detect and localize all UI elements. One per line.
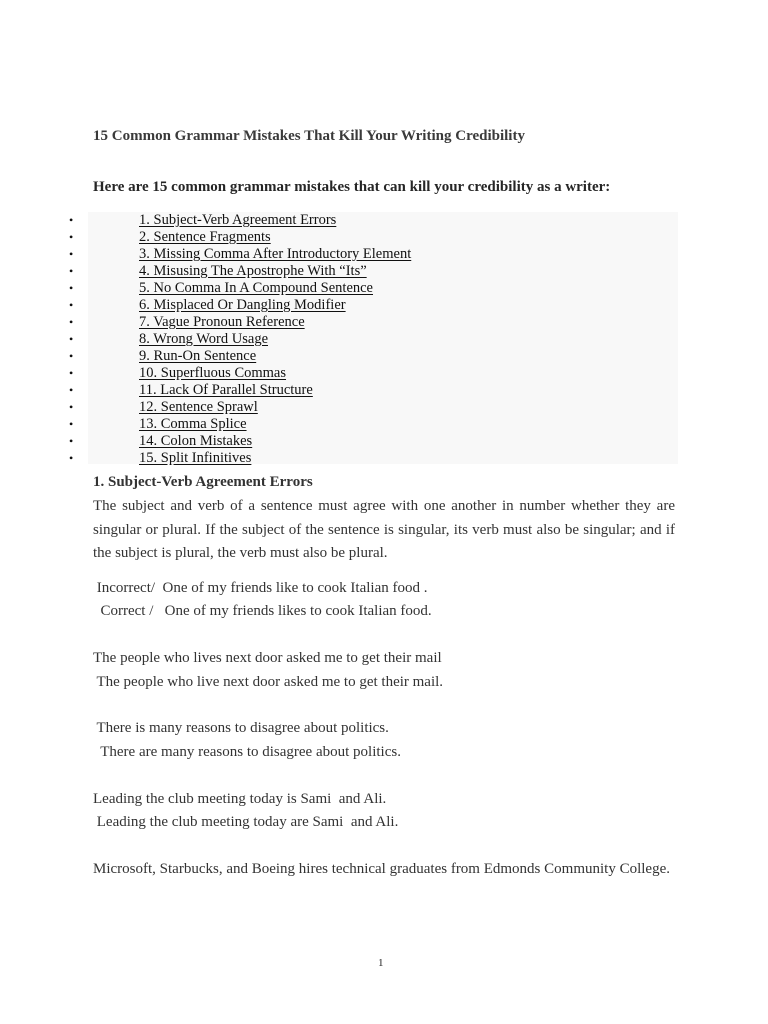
toc-link-9[interactable]: 9. Run-On Sentence: [139, 348, 257, 364]
toc-item: [69, 331, 678, 348]
bullet: •: [69, 383, 74, 397]
bullet: •: [69, 434, 74, 448]
bullet: •: [69, 264, 74, 278]
toc-link-14[interactable]: 14. Colon Mistakes: [139, 433, 253, 449]
toc-link-15[interactable]: 15. Split Infinitives: [139, 450, 252, 466]
bullet: •: [69, 349, 74, 363]
toc-link-5[interactable]: 5. No Comma In A Compound Sentence: [139, 280, 373, 296]
example-correct: Correct / One of my friends likes to cook Italian food.: [93, 603, 432, 619]
section-paragraph: The subject and verb of a sentence must agree with one another in number whether they are singular or plural. If the subject of the sentence is singular, its verb must also be singular; and if the subject is plural, the verb must also be plural.: [93, 498, 675, 561]
toc-item: [69, 280, 678, 297]
bullet: •: [69, 400, 74, 414]
bullet: •: [69, 451, 74, 465]
bullet: •: [69, 213, 74, 227]
bullet: •: [69, 417, 74, 431]
toc-item: [69, 229, 678, 246]
example-correct: There are many reasons to disagree about politics.: [93, 744, 401, 760]
bullet: •: [69, 247, 74, 261]
toc-item: [69, 399, 678, 416]
example-correct: Leading the club meeting today are Sami and Ali.: [93, 814, 399, 830]
toc-link-10[interactable]: 10. Superfluous Commas: [139, 365, 287, 381]
bullet: •: [69, 230, 74, 244]
toc-link-8[interactable]: 8. Wrong Word Usage: [139, 331, 268, 347]
toc-link-3[interactable]: 3. Missing Comma After Introductory Element: [139, 246, 412, 262]
page-number: 1: [378, 957, 384, 969]
table-of-contents: [69, 212, 678, 466]
toc-item: [69, 348, 678, 365]
toc-link-7[interactable]: 7. Vague Pronoun Reference: [139, 314, 305, 330]
example-incorrect: Incorrect/ One of my friends like to cook Italian food .: [93, 580, 428, 596]
toc-item: [69, 246, 678, 263]
example-incorrect: Leading the club meeting today is Sami and Ali.: [93, 791, 387, 807]
example-correct: The people who live next door asked me to get their mail.: [93, 674, 444, 690]
toc-link-6[interactable]: 6. Misplaced Or Dangling Modifier: [139, 297, 346, 313]
toc-item: [69, 263, 678, 280]
bullet: •: [69, 281, 74, 295]
section-heading: 1. Subject-Verb Agreement Errors: [93, 474, 313, 490]
example-incorrect: The people who lives next door asked me to get their mail: [93, 650, 442, 666]
toc-item: [69, 433, 678, 450]
toc-link-12[interactable]: 12. Sentence Sprawl: [139, 399, 258, 415]
bullet: •: [69, 332, 74, 346]
toc-link-4[interactable]: 4. Misusing The Apostrophe With “Its”: [139, 263, 367, 279]
example-paragraph: Microsoft, Starbucks, and Boeing hires technical graduates from Edmonds Community College.: [93, 861, 670, 877]
bullet: •: [69, 298, 74, 312]
toc-link-11[interactable]: 11. Lack Of Parallel Structure: [139, 382, 313, 398]
toc-link-1[interactable]: 1. Subject-Verb Agreement Errors: [139, 212, 337, 228]
toc-item: [69, 314, 678, 331]
toc-item: [69, 297, 678, 314]
bullet: •: [69, 366, 74, 380]
document-title: 15 Common Grammar Mistakes That Kill Your Writing Credibility: [93, 128, 525, 144]
toc-item: [69, 450, 678, 467]
example-incorrect: There is many reasons to disagree about politics.: [93, 720, 389, 736]
toc-item: [69, 382, 678, 399]
toc-item: [69, 365, 678, 382]
toc-item: [69, 416, 678, 433]
toc-link-13[interactable]: 13. Comma Splice: [139, 416, 247, 432]
toc-item: [69, 212, 678, 229]
intro-text: Here are 15 common grammar mistakes that can kill your credibility as a writer:: [93, 179, 611, 195]
toc-link-2[interactable]: 2. Sentence Fragments: [139, 229, 271, 245]
bullet: •: [69, 315, 74, 329]
